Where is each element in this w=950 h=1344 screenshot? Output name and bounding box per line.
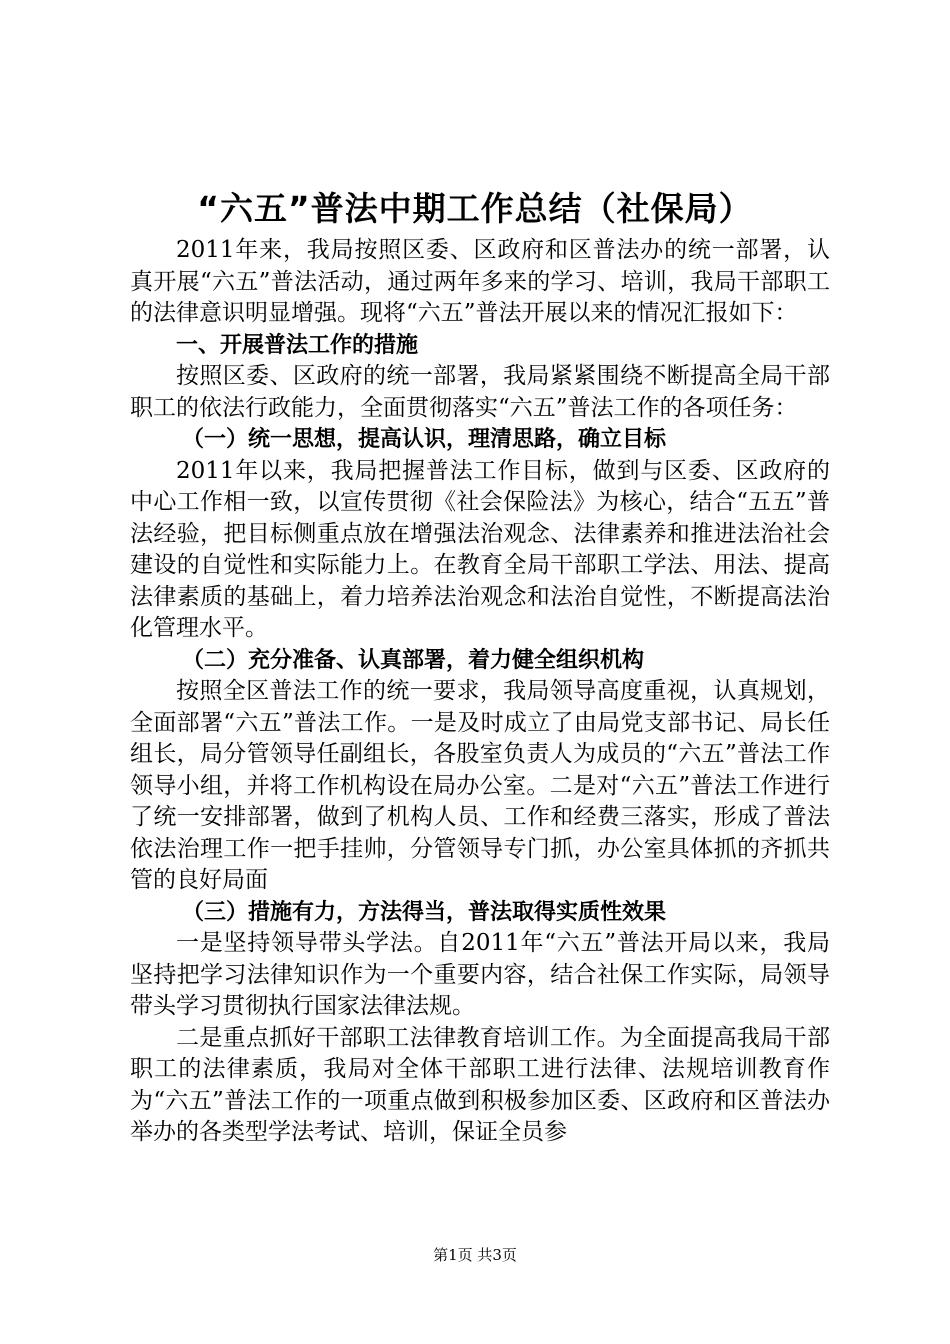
organization-paragraph: 按照全区普法工作的统一要求，我局领导高度重视，认真规划，全面部署“六五”普法工作。一是及时成立了由局党支部书记、局长任组长，局分管领导任副组长，各股室负责人为成员的“六五”普法工作领导小组，并将工作机构设在局办公室。二是对“六五”普法工作进行了统一安排部署，做到了机构人员、工作和经费三落实，形成了普法依法治理工作一把手挂帅，分管领导专门抓，办公室具体抓的齐抓共管的良好局面 bbox=[130, 678, 830, 893]
subheading-effective-measures: （三）措施有力，方法得当，普法取得实质性效果 bbox=[182, 899, 667, 925]
page-footer: 第1页 共3页 bbox=[433, 1246, 517, 1264]
document-title: “六五”普法中期工作总结（社保局） bbox=[197, 189, 753, 228]
measures-paragraph: 按照区委、区政府的统一部署，我局紧紧围绕不断提高全局干部职工的依法行政能力，全面贯彻落实“六五”普法工作的各项任务： bbox=[130, 363, 830, 421]
intro-paragraph: 2011年来，我局按照区委、区政府和区普法办的统一部署，认真开展“六五”普法活动，通过两年多来的学习、培训，我局干部职工的法律意识明显增强。现将“六五”普法开展以来的情况汇报如下： bbox=[130, 237, 830, 326]
unify-thinking-paragraph: 2011年以来，我局把握普法工作目标，做到与区委、区政府的中心工作相一致，以宣传贯彻《社会保险法》为核心，结合“五五”普法经验，把目标侧重点放在增强法治观念、法律素养和推进法治社会建设的自觉性和实际能力上。在教育全局干部职工学法、用法、提高法律素质的基础上，着力培养法治观念和法治自觉性，不断提高法治化管理水平。 bbox=[130, 457, 830, 641]
subheading-organization: （二）充分准备、认真部署，着力健全组织机构 bbox=[182, 647, 645, 673]
training-paragraph: 二是重点抓好干部职工法律教育培训工作。为全面提高我局干部职工的法律素质，我局对全体干部职工进行法律、法规培训教育作为“六五”普法工作的一项重点做到积极参加区委、区政府和区普法办举办的各类型学法考试、培训，保证全员参 bbox=[130, 1024, 830, 1145]
leaders-study-paragraph: 一是坚持领导带头学法。自2011年“六五”普法开局以来，我局坚持把学习法律知识作为一个重要内容，结合社保工作实际，局领导带头学习贯彻执行国家法律法规。 bbox=[130, 930, 830, 1019]
subheading-unify-thinking: （一）统一思想，提高认识，理清思路，确立目标 bbox=[182, 427, 667, 452]
document-body bbox=[130, 235, 830, 1149]
section-heading-measures: 一、开展普法工作的措施 bbox=[176, 332, 419, 358]
